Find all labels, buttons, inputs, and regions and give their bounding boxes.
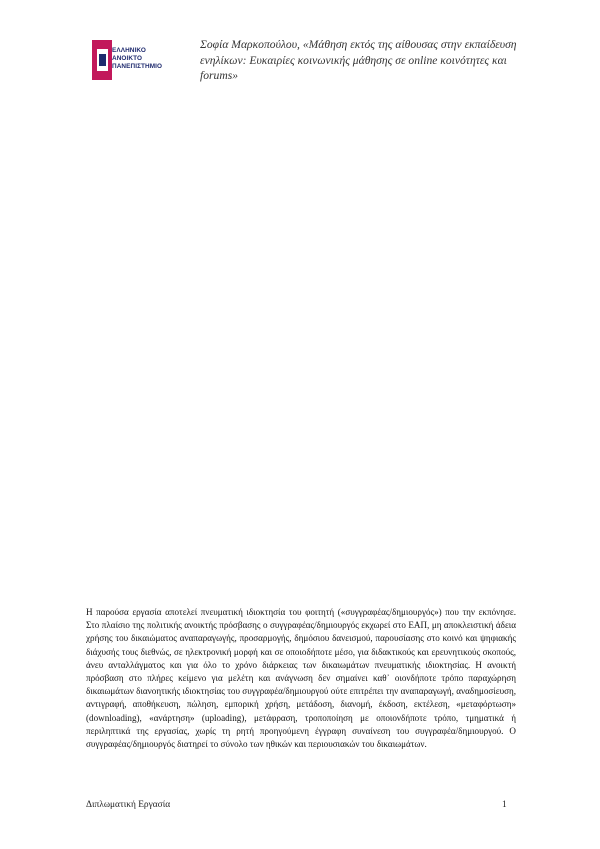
university-logo-mark [92, 40, 112, 80]
logo-line-1: ΕΛΛΗΝΙΚΟ [112, 47, 146, 54]
footer-label: Διπλωματική Εργασία [86, 800, 171, 810]
logo-line-2: ΑΝΟΙΚΤΟ [112, 55, 143, 62]
university-logo [92, 40, 192, 80]
header-title: Σοφία Μαρκοπούλου, «Μάθηση εκτός της αίθουσας στην εκπαίδευση ενηλίκων: Ευκαιρίες κοινωνικής μάθησης σε online κοινότητες και forums» [200, 38, 517, 82]
university-logo-text [112, 47, 162, 71]
copyright-notice: Η παρούσα εργασία αποτελεί πνευματική ιδιοκτησία του φοιτητή («συγγραφέας/δημιουργός») που την εκπόνησε. Στο πλαίσιο της πολιτικής ανοικτής πρόσβασης ο συγγραφέας/δημιουργός εκχωρεί στο ΕΑΠ, μη αποκλειστική άδεια χρήσης του δικαιώματος αναπαραγωγής, προσαρμογής, δημόσιου δανεισμού, παρουσίασης στο κοινό και ψηφιακής διάχυσής τους διεθνώς, σε ηλεκτρονική μορφή και σε οποιοδήποτε μέσο, για διδακτικούς και ερευνητικούς σκοπούς, άνευ ανταλλάγματος και για όλο το χρόνο διάρκειας των δικαιωμάτων πνευματικής ιδιοκτησίας. Η ανοικτή πρόσβαση στο πλήρες κείμενο για μελέτη και ανάγνωση δεν σημαίνει καθ᾽ οιονδήποτε τρόπο παραχώρηση δικαιωμάτων διανοητικής ιδιοκτησίας του συγγραφέα/δημιουργού ούτε επιτρέπει την αναπαραγωγή, αναδημοσίευση, αντιγραφή, αποθήκευση, πώληση, εμπορική χρήση, μετάδοση, διανομή, έκδοση, εκτέλεση, «μεταφόρτωση» (downloading), «ανάρτηση» (uploading), μετάφραση, τροποποίηση με οποιονδήποτε τρόπο, τμηματικά ή περιληπτικά της εργασίας, χωρίς τη ρητή προηγούμενη έγγραφη συναίνεση του συγγραφέα/δημιουργού. Ο συγγραφέας/δημιουργός διατηρεί το σύνολο των ηθικών και περιουσιακών του δικαιωμάτων. [86, 607, 516, 750]
logo-line-3: ΠΑΝΕΠΙΣΤΗΜΙΟ [112, 63, 163, 70]
page-number: 1 [502, 800, 507, 810]
